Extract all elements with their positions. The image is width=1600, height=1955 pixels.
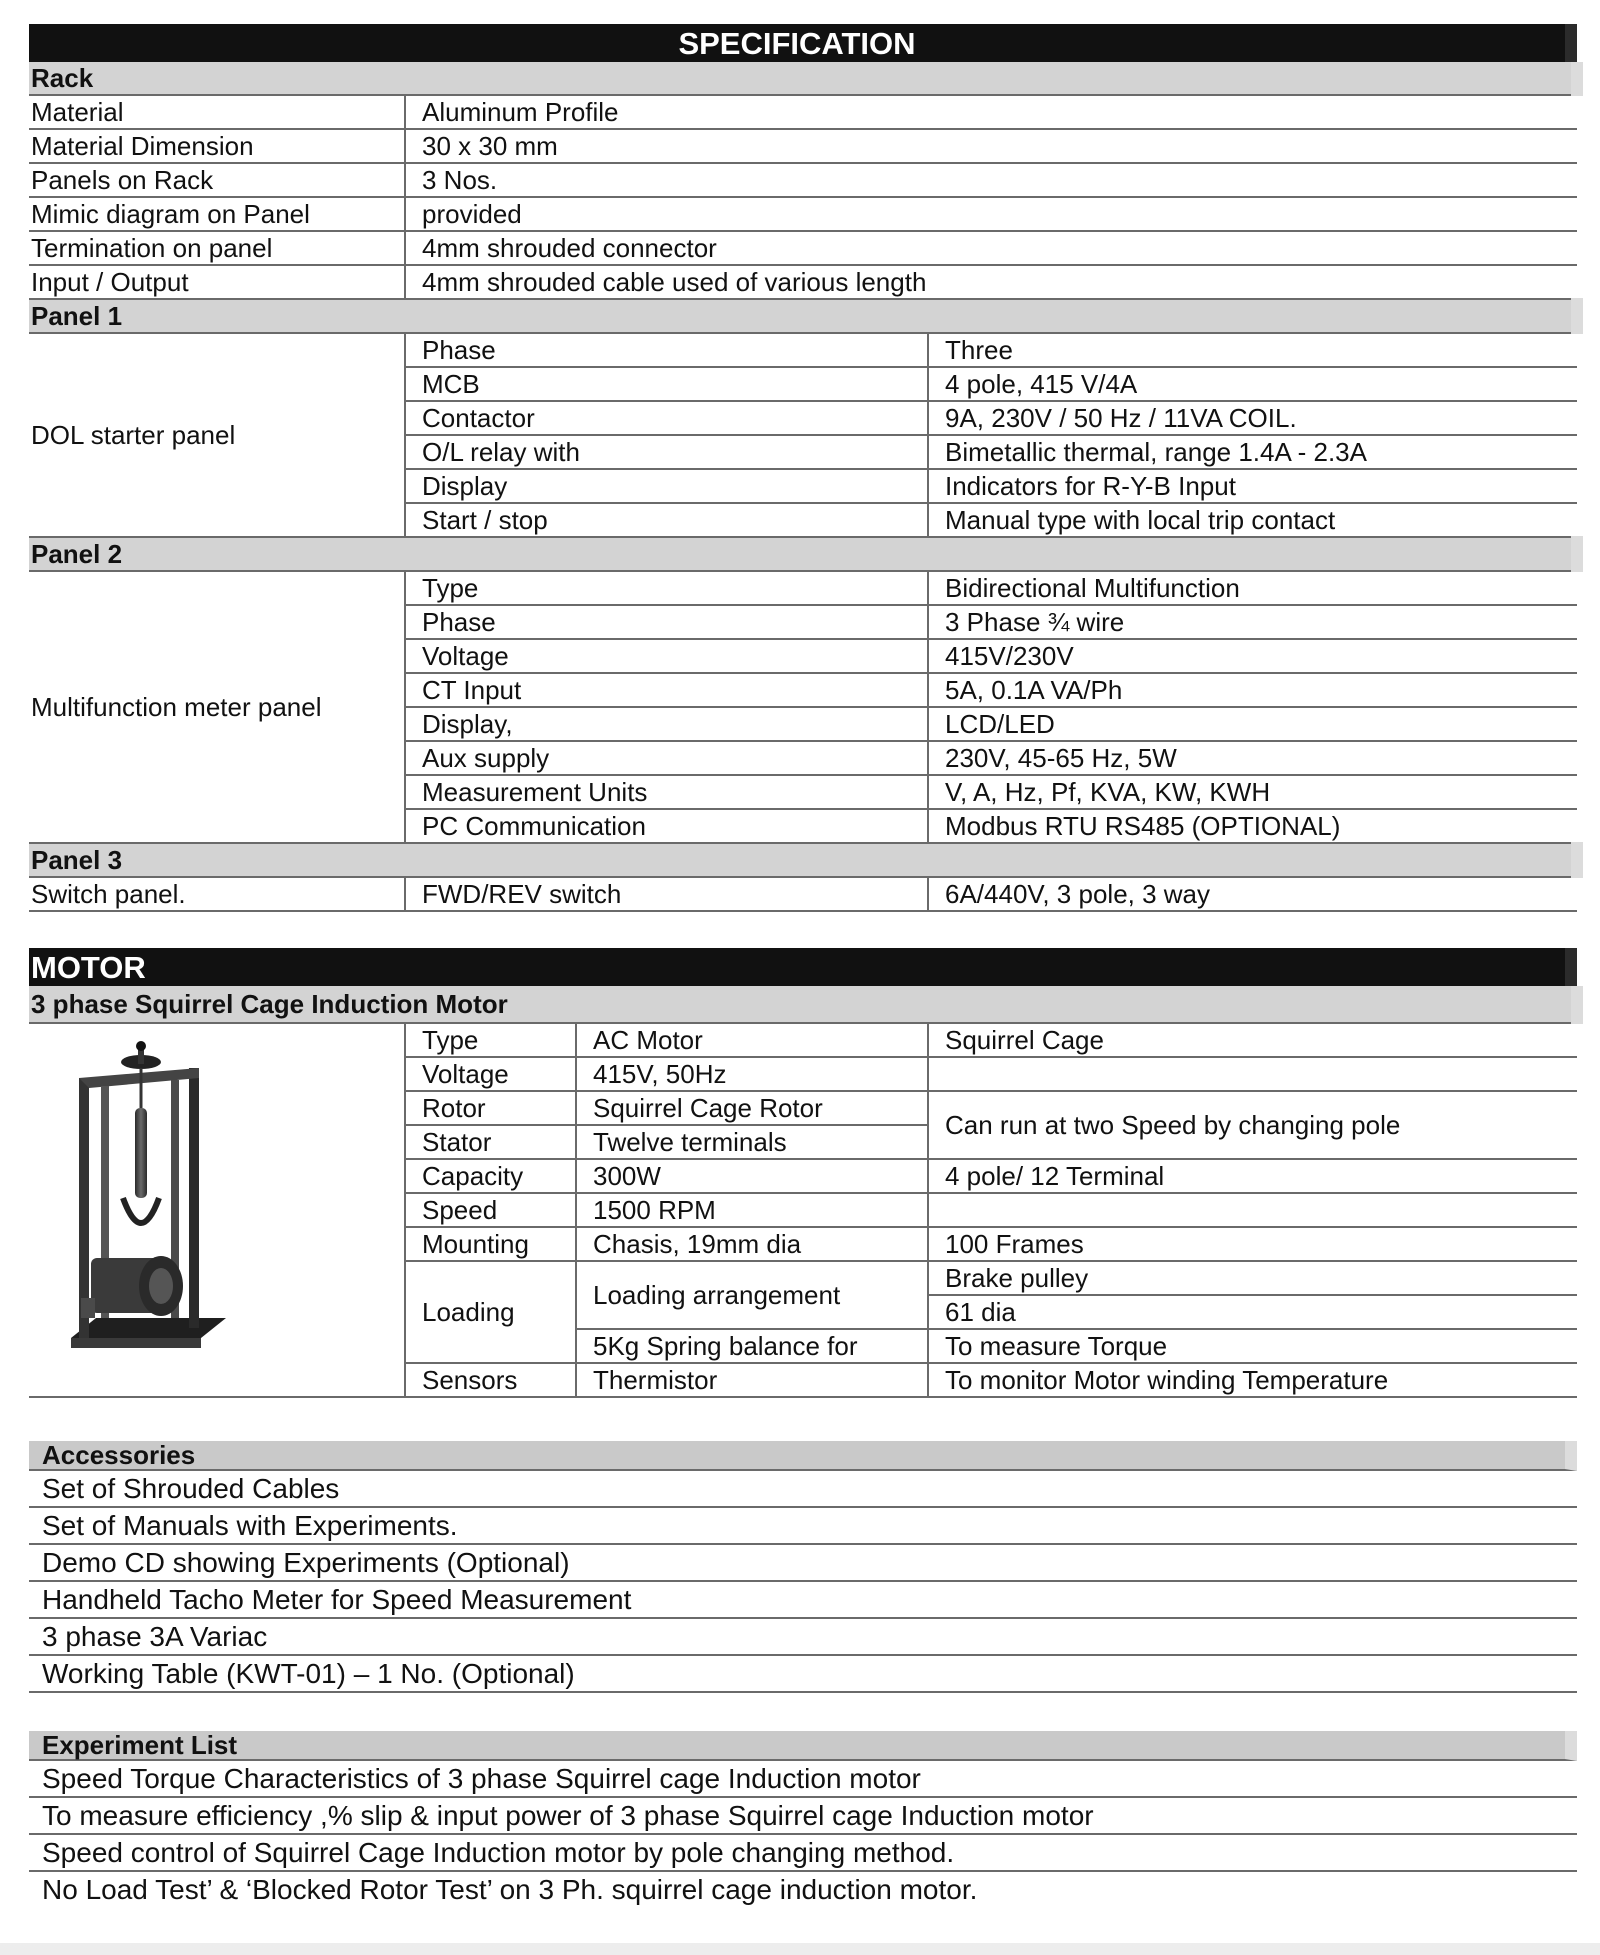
spec-param: Display,	[405, 707, 928, 741]
spec-value: 9A, 230V / 50 Hz / 11VA COIL.	[928, 401, 1577, 435]
table-row	[29, 333, 1577, 367]
spec-value: 4 pole, 415 V/4A	[928, 367, 1577, 401]
table-row	[29, 265, 1577, 299]
table-row	[29, 1023, 1577, 1057]
list-item: Set of Manuals with Experiments.	[29, 1508, 1577, 1545]
list-item: To measure efficiency ,% slip & input power of 3 phase Squirrel cage Induction motor	[29, 1798, 1577, 1835]
motor-detail: To monitor Motor winding Temperature	[928, 1363, 1577, 1397]
spec-value: 230V, 45-65 Hz, 5W	[928, 741, 1577, 775]
spec-value: Bimetallic thermal, range 1.4A - 2.3A	[928, 435, 1577, 469]
spec-value: 3 Phase ¾ wire	[928, 605, 1577, 639]
rack-heading: Rack	[29, 62, 1577, 95]
page-title: SPECIFICATION	[29, 24, 1577, 62]
spec-label: Material Dimension	[29, 129, 405, 163]
spec-value: V, A, Hz, Pf, KVA, KW, KWH	[928, 775, 1577, 809]
list-item: Handheld Tacho Meter for Speed Measurement	[29, 1582, 1577, 1619]
motor-subtitle: 3 phase Squirrel Cage Induction Motor	[29, 986, 1577, 1023]
list-item: Working Table (KWT-01) – 1 No. (Optional)	[29, 1656, 1577, 1693]
specification-section	[29, 24, 1577, 912]
spec-param: Aux supply	[405, 741, 928, 775]
panel3-heading: Panel 3	[29, 843, 1577, 877]
motor-spec: 300W	[576, 1159, 928, 1193]
motor-detail: Can run at two Speed by changing pole	[928, 1091, 1577, 1159]
motor-param: Speed	[405, 1193, 576, 1227]
motor-spec: Loading arrangement	[576, 1261, 928, 1329]
spec-param: Phase	[405, 333, 928, 367]
list-item: No Load Test’ & ‘Blocked Rotor Test’ on 3 Ph. squirrel cage induction motor.	[42, 1874, 978, 1905]
motor-param: Mounting	[405, 1227, 576, 1261]
motor-param: Capacity	[405, 1159, 576, 1193]
table-row	[29, 129, 1577, 163]
motor-subtitle-row	[29, 986, 1577, 1023]
motor-spec: Chasis, 19mm dia	[576, 1227, 928, 1261]
spec-param: Measurement Units	[405, 775, 928, 809]
experiment-heading: Experiment List	[29, 1731, 1577, 1761]
list-item: Set of Shrouded Cables	[29, 1471, 1577, 1508]
table-row	[29, 163, 1577, 197]
spec-param: Type	[405, 571, 928, 605]
motor-title: MOTOR	[29, 948, 1577, 986]
motor-image-cell	[29, 1023, 405, 1397]
spec-label: Input / Output	[29, 265, 405, 299]
motor-param: Type	[405, 1023, 576, 1057]
spec-label: Mimic diagram on Panel	[29, 197, 405, 231]
motor-detail: 4 pole/ 12 Terminal	[928, 1159, 1577, 1193]
spec-value: LCD/LED	[928, 707, 1577, 741]
spec-value: 3 Nos.	[405, 163, 1577, 197]
panel1-heading: Panel 1	[29, 299, 1577, 333]
spec-param: O/L relay with	[405, 435, 928, 469]
spec-value: Indicators for R-Y-B Input	[928, 469, 1577, 503]
panel3-heading-row	[29, 843, 1577, 877]
list-item: 3 phase 3A Variac	[29, 1619, 1577, 1656]
spec-param: Contactor	[405, 401, 928, 435]
motor-param: Voltage	[405, 1057, 576, 1091]
spec-value: Modbus RTU RS485 (OPTIONAL)	[928, 809, 1577, 843]
panel2-group-label: Multifunction meter panel	[29, 571, 405, 843]
list-item: Speed control of Squirrel Cage Induction motor by pole changing method.	[29, 1835, 1577, 1872]
spec-value: 5A, 0.1A VA/Ph	[928, 673, 1577, 707]
spec-value: 30 x 30 mm	[405, 129, 1577, 163]
spec-param: FWD/REV switch	[405, 877, 928, 911]
panel1-group-label: DOL starter panel	[29, 333, 405, 537]
motor-spec: 1500 RPM	[576, 1193, 928, 1227]
spec-value: Manual type with local trip contact	[928, 503, 1577, 537]
spec-value: 4mm shrouded cable used of various length	[405, 265, 1577, 299]
table-row	[29, 231, 1577, 265]
spec-value: 6A/440V, 3 pole, 3 way	[928, 877, 1577, 911]
panel2-heading-row	[29, 537, 1577, 571]
motor-param: Loading	[405, 1261, 576, 1363]
motor-table	[29, 986, 1583, 1398]
motor-detail: Squirrel Cage	[928, 1023, 1577, 1057]
spec-value: provided	[405, 197, 1577, 231]
experiment-section	[29, 1731, 1577, 1907]
spec-param: Display	[405, 469, 928, 503]
spec-param: Voltage	[405, 639, 928, 673]
motor-detail: Brake pulley	[928, 1261, 1577, 1295]
panel1-heading-row	[29, 299, 1577, 333]
spec-label: Termination on panel	[29, 231, 405, 265]
motor-param: Sensors	[405, 1363, 576, 1397]
list-item: Speed Torque Characteristics of 3 phase Squirrel cage Induction motor	[29, 1761, 1577, 1798]
table-row	[29, 571, 1577, 605]
spec-table	[29, 62, 1583, 912]
motor-detail: 100 Frames	[928, 1227, 1577, 1261]
motor-test-rig-icon	[61, 1038, 231, 1358]
spec-value: Three	[928, 333, 1577, 367]
spec-param: MCB	[405, 367, 928, 401]
spec-param: Phase	[405, 605, 928, 639]
motor-section	[29, 948, 1577, 1398]
motor-param: Rotor	[405, 1091, 576, 1125]
rack-heading-row	[29, 62, 1577, 95]
motor-detail: 61 dia	[928, 1295, 1577, 1329]
spec-value: 415V/230V	[928, 639, 1577, 673]
spec-param: PC Communication	[405, 809, 928, 843]
accessories-section	[29, 1441, 1577, 1693]
spec-label: Material	[29, 95, 405, 129]
spec-value: Bidirectional Multifunction	[928, 571, 1577, 605]
spec-label: Panels on Rack	[29, 163, 405, 197]
spec-param: Start / stop	[405, 503, 928, 537]
motor-param: Stator	[405, 1125, 576, 1159]
panel2-heading: Panel 2	[29, 537, 1577, 571]
spec-value: 4mm shrouded connector	[405, 231, 1577, 265]
motor-spec: 415V, 50Hz	[576, 1057, 928, 1091]
motor-detail: To measure Torque	[928, 1329, 1577, 1363]
spec-value: Aluminum Profile	[405, 95, 1577, 129]
table-row	[29, 95, 1577, 129]
table-row	[29, 197, 1577, 231]
motor-spec: Thermistor	[576, 1363, 928, 1397]
motor-spec: Squirrel Cage Rotor	[576, 1091, 928, 1125]
spec-param: CT Input	[405, 673, 928, 707]
accessories-heading: Accessories	[29, 1441, 1577, 1471]
panel3-label: Switch panel.	[29, 877, 405, 911]
motor-spec: Twelve terminals	[576, 1125, 928, 1159]
motor-spec: AC Motor	[576, 1023, 928, 1057]
list-item: Demo CD showing Experiments (Optional)	[29, 1545, 1577, 1582]
table-row	[29, 877, 1577, 911]
motor-detail-empty	[928, 1057, 1577, 1091]
motor-spec: 5Kg Spring balance for	[576, 1329, 928, 1363]
footer-divider	[0, 1943, 1600, 1955]
motor-detail-empty	[928, 1193, 1577, 1227]
